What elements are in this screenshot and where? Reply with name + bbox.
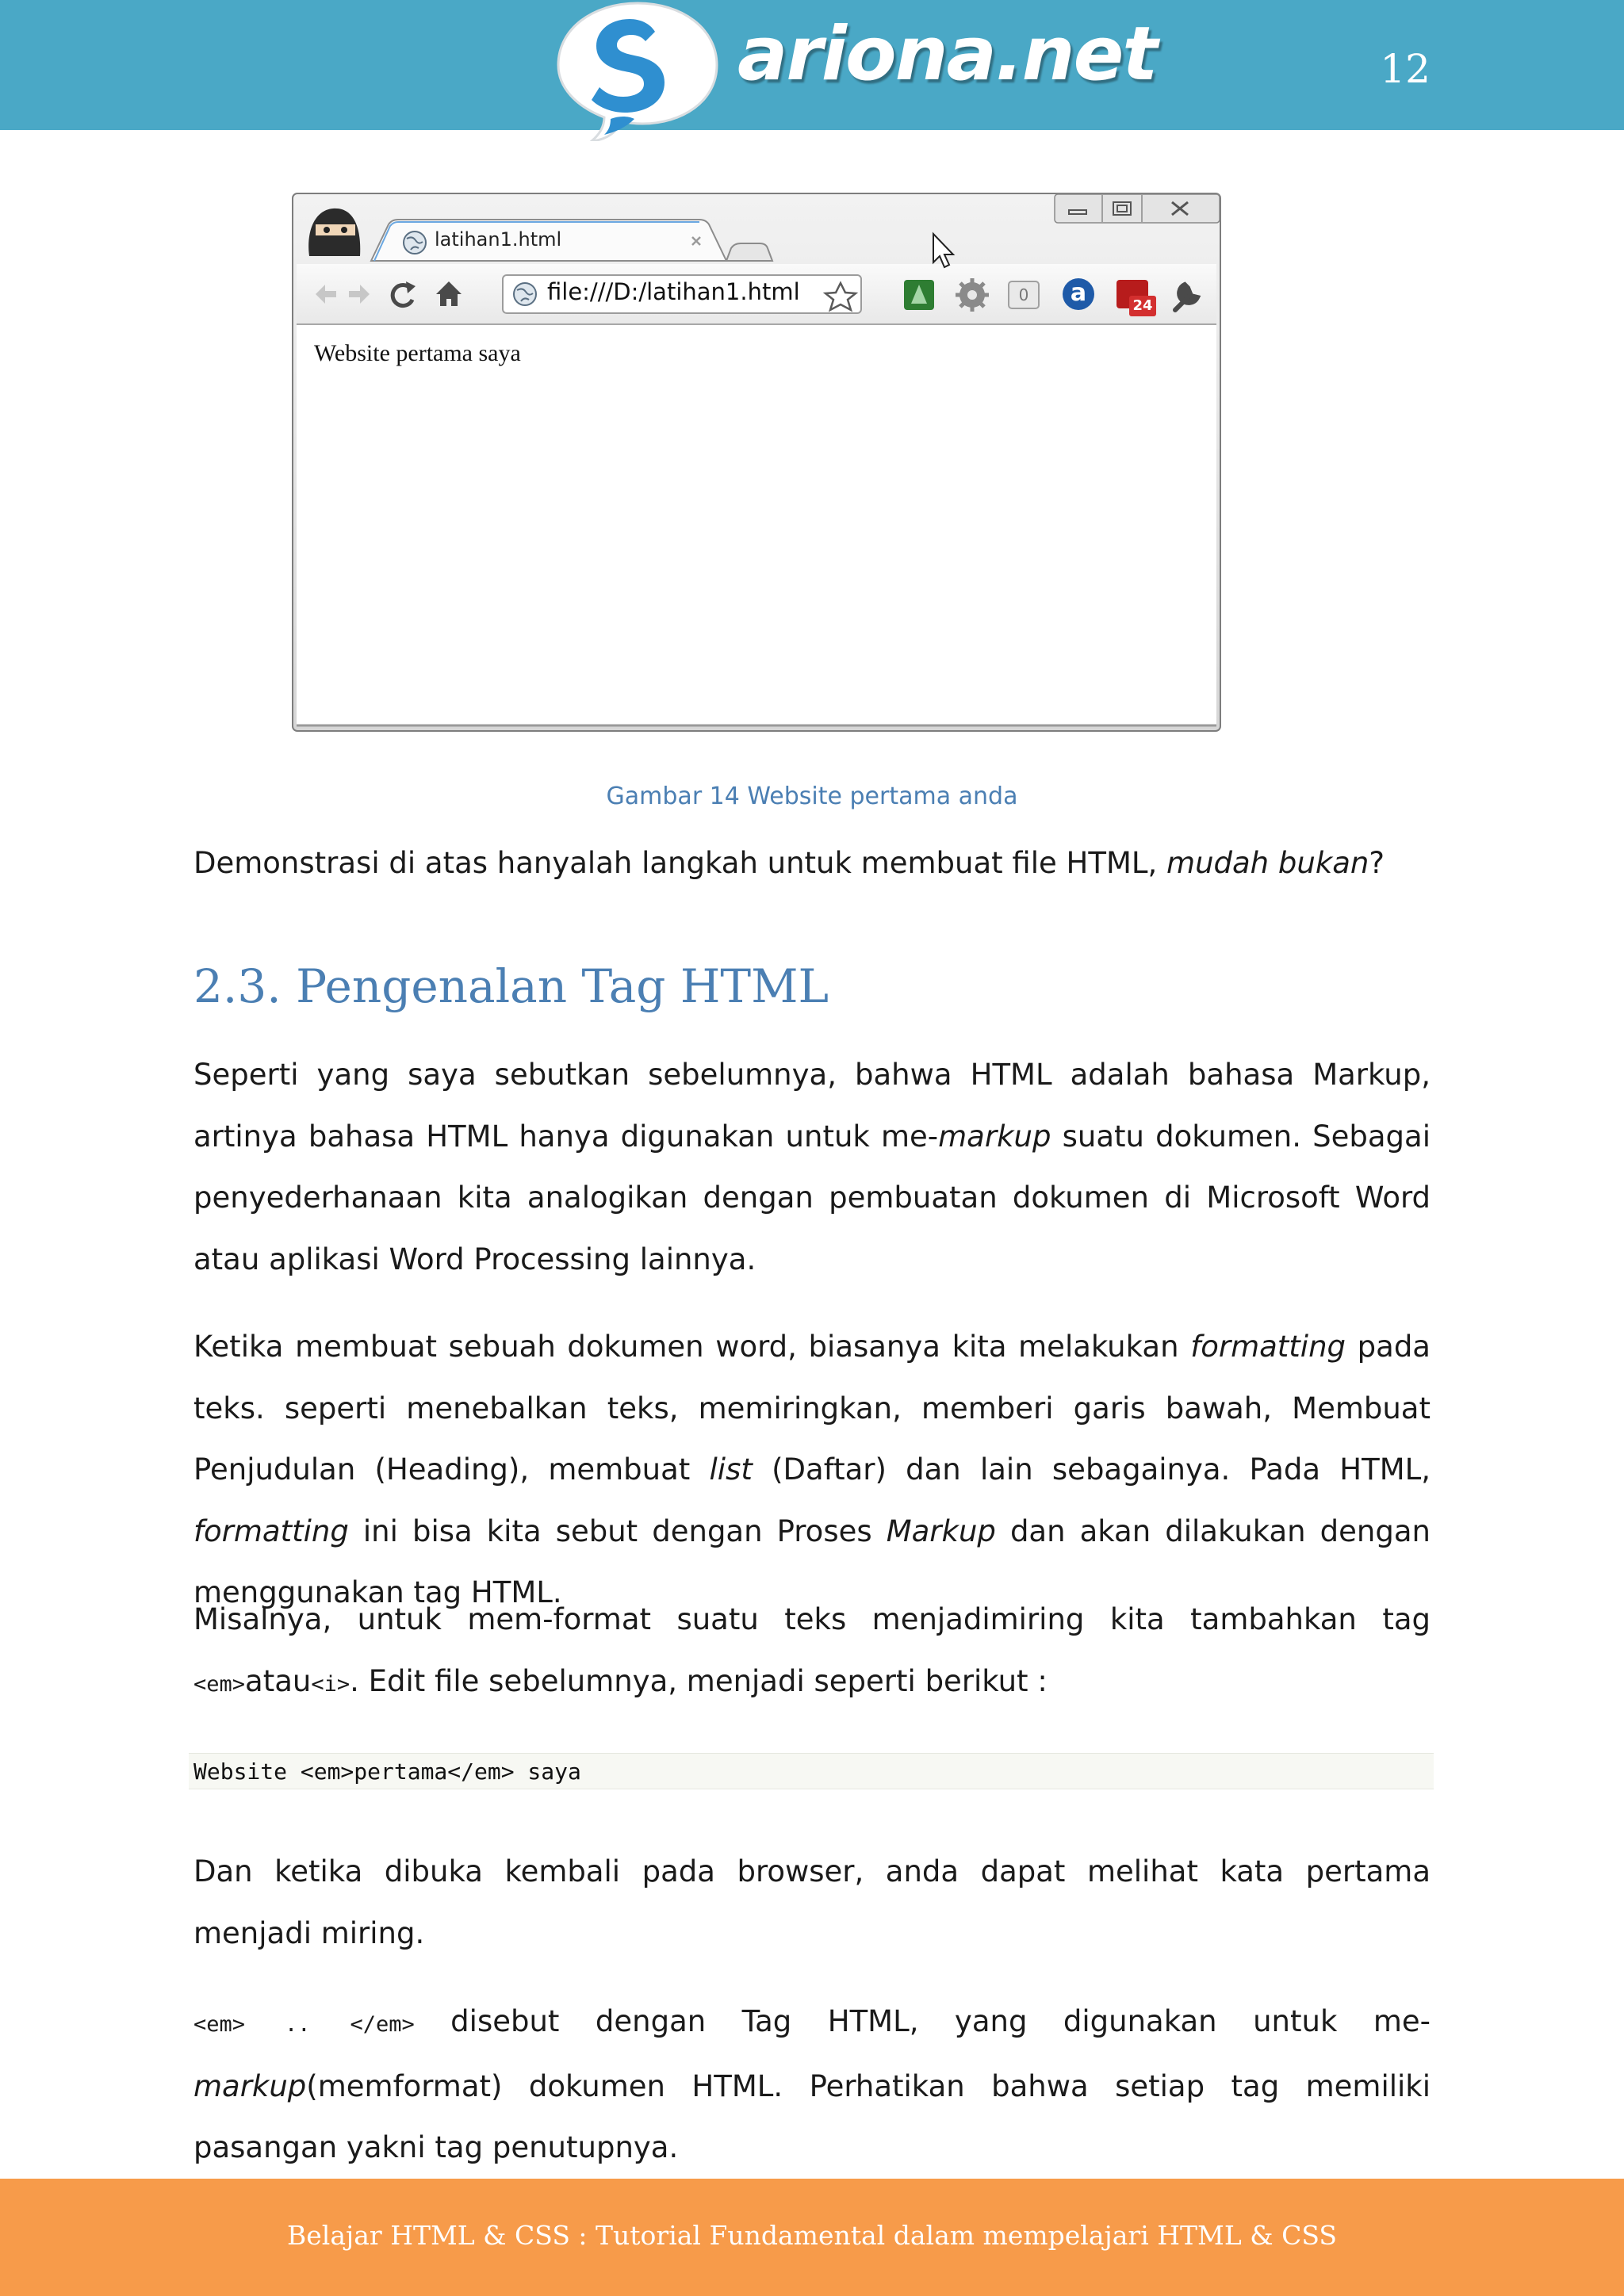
- browser-screenshot: [292, 193, 1221, 732]
- logo-bubble-icon: [555, 0, 720, 141]
- para2-text-c: (Daftar) dan lain sebagainya. Pada HTML,: [752, 1452, 1431, 1487]
- para3-code-2: <i>: [311, 1671, 350, 1697]
- tab-globe-icon: [404, 232, 426, 254]
- browser-frame: [292, 193, 1221, 732]
- intro-emphasis: mudah bukan: [1166, 846, 1369, 880]
- intro-paragraph: [193, 832, 1431, 894]
- para5-emphasis: markup: [193, 2068, 307, 2103]
- page-header: [0, 0, 1624, 130]
- extension-tree-icon[interactable]: [904, 280, 934, 310]
- extension-amazon-label: a: [1070, 279, 1087, 307]
- intro-text: Demonstrasi di atas hanyalah langkah untuk membuat file HTML,: [193, 846, 1167, 880]
- para2-text-e: dan akan dilakukan dengan menggunakan tag HTML.: [193, 1513, 1431, 1609]
- page-number: 12: [1380, 46, 1431, 92]
- para2-emphasis-3: formatting: [193, 1513, 349, 1548]
- para2-text-d: ini bisa kita sebut dengan Proses: [348, 1513, 887, 1548]
- page-globe-icon: [514, 283, 536, 305]
- extension-calendar-badge: 24: [1132, 297, 1153, 314]
- para1-text-a: Seperti yang saya sebutkan sebelumnya, bahwa HTML adalah bahasa Markup, artinya bahasa HTML hanya digunakan untuk me-: [193, 1058, 1431, 1154]
- para1-text-b: suatu dokumen. Sebagai penyederhanaan kita analogikan dengan pembuatan dokumen di Microsoft Word atau aplikasi Word Processing lainnya.: [193, 1119, 1431, 1276]
- intro-end: ?: [1369, 846, 1385, 880]
- paragraph-2: [193, 1316, 1431, 1624]
- para3-text-c: . Edit file sebelumnya, menjadi seperti berikut :: [350, 1663, 1048, 1698]
- site-logo: [555, 0, 1157, 144]
- footer-text: Belajar HTML & CSS : Tutorial Fundamental dalam mempelajari HTML & CSS: [287, 2220, 1337, 2251]
- para2-emphasis-1: formatting: [1190, 1330, 1346, 1364]
- browser-page-text: Website pertama saya: [314, 340, 521, 366]
- para1-emphasis: markup: [938, 1119, 1051, 1154]
- para5-text-a: disebut dengan Tag HTML, yang digunakan untuk me-: [414, 2004, 1431, 2038]
- para4-text: Dan ketika dibuka kembali pada browser, anda dapat melihat kata pertama menjadi miring.: [193, 1854, 1431, 1950]
- paragraph-4: [193, 1841, 1431, 1964]
- figure-caption: Gambar 14 Website pertama anda: [606, 783, 1018, 810]
- para2-emphasis-4: Markup: [886, 1513, 996, 1548]
- page-footer: [0, 2179, 1624, 2296]
- extension-gear-icon[interactable]: [956, 278, 989, 312]
- paragraph-3: [193, 1589, 1431, 1715]
- window-controls: [1055, 194, 1220, 223]
- para5-text-b: (memformat) dokumen HTML. Perhatikan bahwa setiap tag memiliki pasangan yakni tag penutupnya.: [193, 2068, 1431, 2164]
- para3-code-1: <em>: [193, 1671, 246, 1697]
- para3-text-a: Misalnya, untuk mem-format suatu teks menjadimiring kita tambahkan tag: [193, 1602, 1431, 1636]
- para5-code: <em> .. </em>: [193, 2012, 415, 2037]
- url-text[interactable]: file:///D:/latihan1.html: [547, 278, 800, 305]
- code-block: Website <em>pertama</em> saya: [189, 1753, 1434, 1789]
- section-heading: 2.3. Pengenalan Tag HTML: [193, 959, 829, 1013]
- para2-text-b: pada teks. seperti menebalkan teks, memiringkan, memberi garis bawah, Membuat Penjudulan (Heading), membuat: [193, 1330, 1431, 1487]
- para2-emphasis-2: list: [709, 1452, 753, 1487]
- para2-text-a: Ketika membuat sebuah dokumen word, biasanya kita melakukan: [193, 1330, 1191, 1364]
- logo-text: ariona.net: [737, 11, 1157, 98]
- tab-title[interactable]: latihan1.html: [435, 228, 562, 251]
- para3-text-b: atau: [245, 1663, 312, 1698]
- paragraph-1: [193, 1044, 1431, 1290]
- paragraph-5: [193, 1991, 1431, 2179]
- extension-counter-label: 0: [1018, 285, 1029, 304]
